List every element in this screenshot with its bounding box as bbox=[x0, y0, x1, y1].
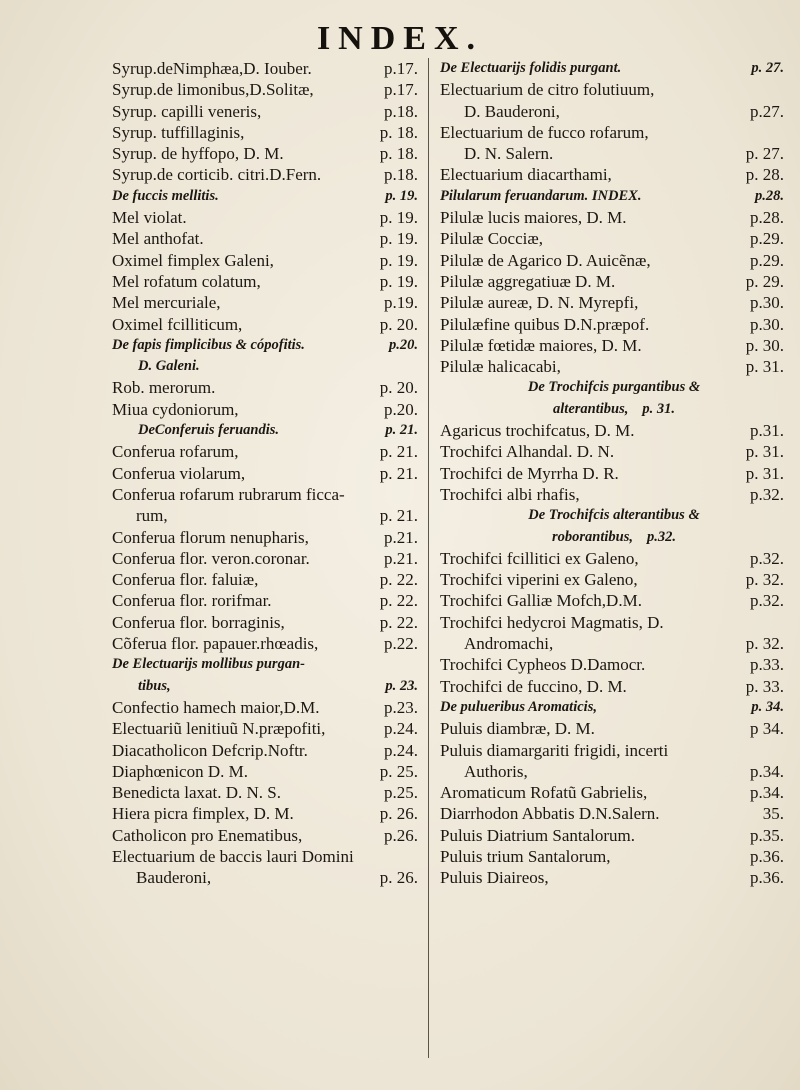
index-entry bbox=[440, 846, 788, 867]
entry-page-number: p. 31. bbox=[642, 400, 675, 417]
entry-page-number: p. 19. bbox=[379, 250, 418, 270]
index-entry bbox=[112, 718, 422, 739]
entry-page-number: p. 18. bbox=[379, 122, 418, 142]
index-entry bbox=[112, 79, 422, 100]
entry-page-number: p. 22. bbox=[379, 570, 418, 590]
index-entry bbox=[112, 590, 422, 611]
entry-page-number: p. 21. bbox=[379, 463, 418, 483]
entry-title: Syrup. tuffillaginis, bbox=[112, 122, 245, 142]
index-heading bbox=[112, 676, 422, 697]
entry-title: Pilulæfine quibus D.N.præpof. bbox=[440, 314, 650, 334]
index-entry bbox=[440, 718, 788, 739]
index-entry bbox=[440, 335, 788, 356]
entry-page-number: p. 27. bbox=[745, 144, 784, 164]
entry-page-number: p.20. bbox=[389, 336, 418, 353]
index-heading bbox=[440, 527, 788, 548]
index-entry bbox=[112, 761, 422, 782]
column-divider bbox=[428, 58, 429, 1058]
index-entry bbox=[112, 867, 422, 888]
entry-page-number: p. 28. bbox=[745, 165, 784, 185]
entry-title: Conferua rofarum rubrarum ficca- bbox=[112, 484, 345, 504]
index-entry bbox=[440, 782, 788, 803]
entry-title: Electuarium de baccis lauri Domini bbox=[112, 846, 354, 866]
entry-page-number: 35. bbox=[762, 804, 784, 824]
index-entry bbox=[440, 633, 788, 654]
entry-title: Syrup. capilli veneris, bbox=[112, 101, 262, 121]
index-entry bbox=[440, 484, 788, 505]
entry-page-number: p. 30. bbox=[745, 335, 784, 355]
entry-page-number: p.18. bbox=[384, 101, 418, 121]
entry-title: Electuarium de fucco rofarum, bbox=[440, 122, 649, 142]
entry-title: Trochifci fcillitici ex Galeno, bbox=[440, 548, 639, 568]
entry-title: Mel violat. bbox=[112, 208, 187, 228]
entry-page-number: p.19. bbox=[384, 293, 418, 313]
entry-title: Pilulæ fœtidæ maiores, D. M. bbox=[440, 335, 642, 355]
index-heading bbox=[112, 356, 422, 377]
entry-title: Electuarium de citro folutiuum, bbox=[440, 80, 655, 100]
entry-page-number: p.26. bbox=[384, 825, 418, 845]
entry-page-number: p.28. bbox=[755, 187, 784, 204]
entry-page-number: p.17. bbox=[384, 59, 418, 78]
index-heading bbox=[112, 654, 422, 675]
entry-page-number: p.31. bbox=[750, 421, 784, 441]
index-heading bbox=[112, 186, 422, 207]
index-entry bbox=[440, 271, 788, 292]
entry-page-number: p. 21. bbox=[379, 442, 418, 462]
index-entry bbox=[112, 143, 422, 164]
entry-page-number: p.25. bbox=[384, 783, 418, 803]
index-entry bbox=[112, 527, 422, 548]
entry-page-number: p. 19. bbox=[385, 187, 418, 204]
index-entry bbox=[112, 228, 422, 249]
index-entry bbox=[112, 505, 422, 526]
entry-page-number: p.24. bbox=[384, 740, 418, 760]
entry-title: tibus, bbox=[138, 677, 171, 694]
entry-page-number: p. 32. bbox=[745, 634, 784, 654]
entry-page-number: p.36. bbox=[750, 868, 784, 888]
entry-title: Puluis diamargariti frigidi, incerti bbox=[440, 740, 669, 760]
index-entry bbox=[440, 207, 788, 228]
entry-page-number: p. 29. bbox=[745, 271, 784, 291]
entry-page-number: p.24. bbox=[384, 719, 418, 739]
entry-title: De fuccis mellitis. bbox=[112, 187, 219, 204]
entry-page-number: p.20. bbox=[384, 399, 418, 419]
index-entry bbox=[112, 58, 422, 79]
entry-title: Conferua florum nenupharis, bbox=[112, 527, 309, 547]
entry-title: Benedicta laxat. D. N. S. bbox=[112, 783, 282, 803]
entry-title: De Electuarijs folidis purgant. bbox=[440, 60, 622, 76]
entry-page-number: p. 31. bbox=[745, 442, 784, 462]
index-entry bbox=[112, 825, 422, 846]
index-entry bbox=[440, 825, 788, 846]
index-entry bbox=[112, 399, 422, 420]
index-entry bbox=[440, 164, 788, 185]
entry-page-number: p. 31. bbox=[745, 357, 784, 377]
entry-title: Catholicon pro Enematibus, bbox=[112, 825, 303, 845]
entry-title: Electuariũ lenitiuũ N.præpofiti, bbox=[112, 719, 326, 739]
entry-title: Electuarium diacarthami, bbox=[440, 165, 612, 185]
entry-title: Puluis Diaireos, bbox=[440, 868, 549, 888]
entry-page-number: p.34. bbox=[750, 761, 784, 781]
entry-page-number: p. 19. bbox=[379, 271, 418, 291]
index-entry bbox=[112, 122, 422, 143]
index-entry bbox=[440, 79, 788, 100]
index-entry bbox=[440, 590, 788, 611]
entry-title: roborantibus, bbox=[552, 528, 633, 545]
entry-title: Conferua flor. borraginis, bbox=[112, 612, 285, 632]
entry-title: Miua cydoniorum, bbox=[112, 399, 239, 419]
entry-title: DeConferuis feruandis. bbox=[138, 422, 279, 439]
index-entry bbox=[112, 697, 422, 718]
index-entry bbox=[440, 548, 788, 569]
entry-title: Agaricus trochifcatus, D. M. bbox=[440, 421, 635, 441]
index-heading bbox=[440, 377, 788, 398]
index-entry bbox=[112, 164, 422, 185]
entry-title: Trochifci Alhandal. D. N. bbox=[440, 442, 615, 462]
entry-page-number: p.28. bbox=[750, 208, 784, 228]
index-entry bbox=[440, 292, 788, 313]
index-entry bbox=[440, 654, 788, 675]
index-entry bbox=[440, 612, 788, 633]
entry-page-number: p. 21. bbox=[379, 506, 418, 526]
entry-title: Pilulæ Cocciæ, bbox=[440, 229, 543, 249]
entry-page-number: p.34. bbox=[750, 783, 784, 803]
right-index-column bbox=[440, 58, 788, 889]
entry-page-number: p.21. bbox=[384, 548, 418, 568]
entry-title: Syrup.de corticib. citri.D.Fern. bbox=[112, 165, 322, 185]
index-entry bbox=[112, 782, 422, 803]
index-entry bbox=[112, 740, 422, 761]
entry-page-number: p.32. bbox=[750, 484, 784, 504]
entry-title: Pilulæ lucis maiores, D. M. bbox=[440, 208, 627, 228]
index-entry bbox=[440, 250, 788, 271]
entry-title: Authoris, bbox=[464, 761, 528, 781]
entry-title: De Trochifcis alterantibus & bbox=[528, 507, 700, 524]
entry-page-number: p.33. bbox=[750, 655, 784, 675]
index-entry bbox=[112, 207, 422, 228]
entry-page-number: p.30. bbox=[750, 314, 784, 334]
index-entry bbox=[112, 548, 422, 569]
index-entry bbox=[440, 356, 788, 377]
entry-title: Diacatholicon Defcrip.Noftr. bbox=[112, 740, 308, 760]
index-entry bbox=[440, 803, 788, 824]
entry-title: Trochifci Cypheos D.Damocr. bbox=[440, 655, 646, 675]
entry-title: Cõferua flor. papauer.rhœadis, bbox=[112, 634, 319, 654]
entry-title: D. Galeni. bbox=[138, 358, 200, 375]
index-entry bbox=[440, 867, 788, 888]
entry-title: Pilulæ de Agarico D. Auicẽnæ, bbox=[440, 250, 651, 270]
entry-title: Trochifci Galliæ Mofch,D.M. bbox=[440, 591, 642, 611]
entry-title: Oximel fcilliticum, bbox=[112, 314, 243, 334]
entry-title: Aromaticum Rofatũ Gabrielis, bbox=[440, 783, 648, 803]
entry-page-number: p. 32. bbox=[745, 570, 784, 590]
entry-page-number: p. 23. bbox=[385, 677, 418, 694]
index-entry bbox=[112, 463, 422, 484]
entry-page-number: p.32. bbox=[647, 528, 676, 545]
index-entry bbox=[440, 569, 788, 590]
index-entry bbox=[112, 377, 422, 398]
index-heading bbox=[440, 58, 788, 79]
entry-title: Syrup.deNimphæa,D. Iouber. bbox=[112, 59, 312, 78]
entry-title: Mel anthofat. bbox=[112, 229, 204, 249]
entry-title: Puluis trium Santalorum, bbox=[440, 846, 611, 866]
entry-title: De pulueribus Aromaticis, bbox=[440, 698, 597, 715]
entry-page-number: p. 19. bbox=[379, 208, 418, 228]
index-entry bbox=[440, 143, 788, 164]
entry-title: Conferua flor. veron.coronar. bbox=[112, 548, 310, 568]
index-heading bbox=[112, 420, 422, 441]
entry-title: Andromachi, bbox=[464, 634, 554, 654]
index-entry bbox=[112, 101, 422, 122]
entry-title: Pilulæ aggregatiuæ D. M. bbox=[440, 271, 616, 291]
entry-title: Syrup.de limonibus,D.Solitæ, bbox=[112, 80, 314, 100]
entry-title: Trochifci de Myrrha D. R. bbox=[440, 463, 619, 483]
entry-page-number: p. 21. bbox=[385, 422, 418, 439]
index-entry bbox=[112, 250, 422, 271]
entry-page-number: p. 20. bbox=[379, 378, 418, 398]
entry-page-number: p. 20. bbox=[379, 314, 418, 334]
entry-page-number: p.18. bbox=[384, 165, 418, 185]
index-entry bbox=[440, 101, 788, 122]
entry-title: Pilularum feruandarum. INDEX. bbox=[440, 187, 642, 204]
index-entry bbox=[112, 633, 422, 654]
entry-title: Syrup. de hyffopo, D. M. bbox=[112, 144, 284, 164]
entry-title: De Electuarijs mollibus purgan- bbox=[112, 656, 305, 673]
entry-page-number: p.36. bbox=[750, 846, 784, 866]
index-entry bbox=[112, 612, 422, 633]
entry-title: Oximel fimplex Galeni, bbox=[112, 250, 274, 270]
entry-title: D. Bauderoni, bbox=[464, 101, 560, 121]
index-heading bbox=[440, 186, 788, 207]
index-entry bbox=[112, 271, 422, 292]
index-entry bbox=[112, 441, 422, 462]
entry-title: Mel mercuriale, bbox=[112, 293, 221, 313]
entry-title: alterantibus, bbox=[553, 400, 629, 417]
index-heading bbox=[440, 697, 788, 718]
entry-title: rum, bbox=[136, 506, 168, 526]
entry-title: Pilulæ aureæ, D. N. Myrepfi, bbox=[440, 293, 639, 313]
entry-title: Confectio hamech maior,D.M. bbox=[112, 697, 320, 717]
entry-title: D. N. Salern. bbox=[464, 144, 554, 164]
entry-title: De fapis fimplicibus & cópofitis. bbox=[112, 336, 305, 353]
entry-page-number: p. 31. bbox=[745, 463, 784, 483]
entry-title: Conferua flor. faluiæ, bbox=[112, 570, 259, 590]
entry-title: Trochifci viperini ex Galeno, bbox=[440, 570, 638, 590]
entry-title: Trochifci de fuccino, D. M. bbox=[440, 676, 627, 696]
entry-title: Puluis diambræ, D. M. bbox=[440, 719, 595, 739]
entry-title: Trochifci hedycroi Magmatis, D. bbox=[440, 612, 664, 632]
entry-page-number: p. 27. bbox=[751, 60, 784, 76]
entry-page-number: p. 22. bbox=[379, 612, 418, 632]
entry-title: Diarrhodon Abbatis D.N.Salern. bbox=[440, 804, 660, 824]
entry-page-number: p. 18. bbox=[379, 144, 418, 164]
index-entry bbox=[112, 292, 422, 313]
index-heading bbox=[440, 505, 788, 526]
entry-page-number: p. 26. bbox=[379, 804, 418, 824]
entry-page-number: p.32. bbox=[750, 591, 784, 611]
entry-title: Conferua flor. rorifmar. bbox=[112, 591, 272, 611]
entry-page-number: p. 25. bbox=[379, 761, 418, 781]
entry-page-number: p. 26. bbox=[379, 868, 418, 888]
index-entry bbox=[440, 122, 788, 143]
left-index-column bbox=[112, 58, 422, 889]
entry-page-number: p.29. bbox=[750, 229, 784, 249]
entry-title: Bauderoni, bbox=[136, 868, 212, 888]
entry-title: Conferua violarum, bbox=[112, 463, 246, 483]
index-entry bbox=[440, 228, 788, 249]
index-entry bbox=[440, 761, 788, 782]
index-entry bbox=[112, 846, 422, 867]
entry-page-number: p.29. bbox=[750, 250, 784, 270]
entry-page-number: p.22. bbox=[384, 634, 418, 654]
entry-page-number: p. 34. bbox=[751, 698, 784, 715]
entry-title: Conferua rofarum, bbox=[112, 442, 239, 462]
entry-page-number: p 34. bbox=[750, 719, 784, 739]
entry-title: Diaphœnicon D. M. bbox=[112, 761, 248, 781]
entry-page-number: p. 19. bbox=[379, 229, 418, 249]
entry-page-number: p. 33. bbox=[745, 676, 784, 696]
index-entry bbox=[440, 740, 788, 761]
index-entry bbox=[112, 314, 422, 335]
index-entry bbox=[112, 569, 422, 590]
entry-title: Trochifci albi rhafis, bbox=[440, 484, 580, 504]
entry-page-number: p.23. bbox=[384, 697, 418, 717]
index-entry bbox=[440, 676, 788, 697]
entry-title: De Trochifcis purgantibus & bbox=[527, 379, 701, 396]
index-entry bbox=[440, 441, 788, 462]
entry-title: Hiera picra fimplex, D. M. bbox=[112, 804, 294, 824]
entry-title: Pilulæ halicacabi, bbox=[440, 357, 561, 377]
index-heading bbox=[440, 399, 788, 420]
index-entry bbox=[440, 314, 788, 335]
index-entry bbox=[440, 420, 788, 441]
entry-page-number: p.30. bbox=[750, 293, 784, 313]
index-heading bbox=[112, 335, 422, 356]
page-title: INDEX. bbox=[316, 20, 484, 57]
index-entry bbox=[112, 803, 422, 824]
entry-title: Puluis Diatrium Santalorum. bbox=[440, 825, 636, 845]
index-entry bbox=[440, 463, 788, 484]
entry-title: Rob. merorum. bbox=[112, 378, 216, 398]
entry-page-number: p.27. bbox=[750, 101, 784, 121]
entry-title: Mel rofatum colatum, bbox=[112, 271, 261, 291]
entry-page-number: p.32. bbox=[750, 548, 784, 568]
entry-page-number: p. 22. bbox=[379, 591, 418, 611]
entry-page-number: p.35. bbox=[750, 825, 784, 845]
entry-page-number: p.17. bbox=[384, 80, 418, 100]
index-entry bbox=[112, 484, 422, 505]
entry-page-number: p.21. bbox=[384, 527, 418, 547]
